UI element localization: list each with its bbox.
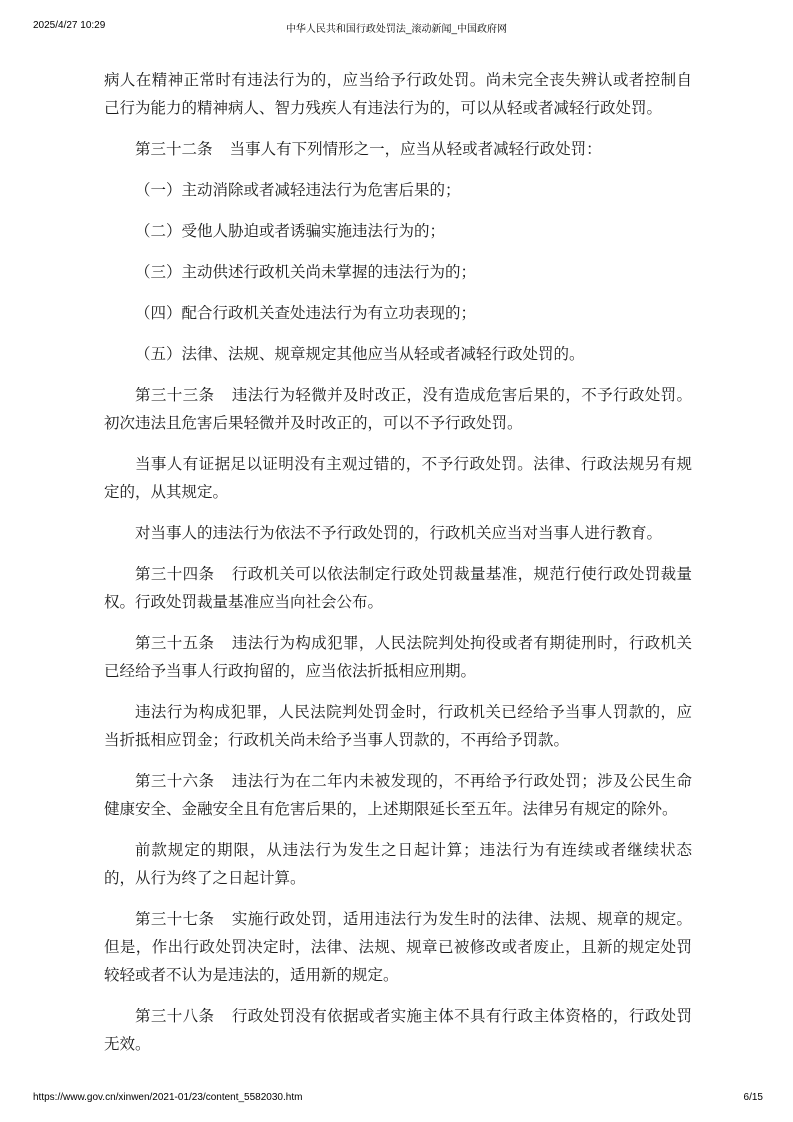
article-37 — [104, 905, 692, 989]
page-number: 6/15 — [743, 1092, 763, 1103]
article-number: 第三十四条 — [135, 565, 215, 583]
paragraph: 当事人有证据足以证明没有主观过错的，不予行政处罚。法律、行政法规另有规定的，从其规定。 — [104, 455, 692, 501]
list-item: （三）主动供述行政机关尚未掌握的违法行为的； — [135, 263, 477, 281]
article-text: 行政机关可以依法制定行政处罚裁量基准，规范行使行政处罚裁量权。行政处罚裁量基准应当向社会公布。 — [104, 565, 692, 611]
print-header — [0, 20, 793, 36]
paragraph: 对当事人的违法行为依法不予行政处罚的，行政机关应当对当事人进行教育。 — [135, 524, 663, 542]
article-number: 第三十八条 — [135, 1007, 215, 1025]
article-number: 第三十二条 — [135, 140, 213, 158]
article-number: 第三十七条 — [135, 910, 215, 928]
list-item: （四）配合行政机关查处违法行为有立功表现的； — [135, 304, 477, 322]
article-text: 违法行为构成犯罪，人民法院判处拘役或者有期徒刑时，行政机关已经给予当事人行政拘留的，应当依法折抵相应刑期。 — [104, 634, 692, 680]
article-35 — [104, 629, 692, 685]
page-url: https://www.gov.cn/xinwen/2021-01/23/content_5582030.htm — [33, 1092, 303, 1103]
article-38 — [104, 1002, 692, 1058]
article-33 — [104, 381, 692, 437]
article-32 — [104, 135, 692, 163]
print-datetime: 2025/4/27 10:29 — [33, 20, 106, 31]
article-34 — [104, 560, 692, 616]
article-text: 违法行为轻微并及时改正，没有造成危害后果的，不予行政处罚。初次违法且危害后果轻微并及时改正的，可以不予行政处罚。 — [104, 386, 692, 432]
article-number: 第三十五条 — [135, 634, 215, 652]
list-item: （二）受他人胁迫或者诱骗实施违法行为的； — [135, 222, 446, 240]
list-item: （一）主动消除或者减轻违法行为危害后果的； — [135, 181, 461, 199]
paragraph: 前款规定的期限，从违法行为发生之日起计算；违法行为有连续或者继续状态的，从行为终了之日起计算。 — [104, 841, 692, 887]
article-body — [104, 66, 692, 1071]
article-text: 行政处罚没有依据或者实施主体不具有行政主体资格的，行政处罚无效。 — [104, 1007, 692, 1053]
paragraph: 违法行为构成犯罪，人民法院判处罚金时，行政机关已经给予当事人罚款的，应当折抵相应罚金；行政机关尚未给予当事人罚款的，不再给予罚款。 — [104, 703, 692, 749]
article-number: 第三十三条 — [135, 386, 215, 404]
article-36 — [104, 767, 692, 823]
article-text: 当事人有下列情形之一，应当从轻或者减轻行政处罚： — [229, 140, 602, 158]
page-title: 中华人民共和国行政处罚法_滚动新闻_中国政府网 — [285, 24, 508, 35]
article-number: 第三十六条 — [135, 772, 215, 790]
print-footer — [0, 1092, 793, 1108]
paragraph-continued: 病人在精神正常时有违法行为的，应当给予行政处罚。尚未完全丧失辨认或者控制自己行为能力的精神病人、智力残疾人有违法行为的，可以从轻或者减轻行政处罚。 — [104, 71, 692, 117]
article-text: 违法行为在二年内未被发现的，不再给予行政处罚；涉及公民生命健康安全、金融安全且有危害后果的，上述期限延长至五年。法律另有规定的除外。 — [104, 772, 692, 818]
article-text: 实施行政处罚，适用违法行为发生时的法律、法规、规章的规定。但是，作出行政处罚决定时，法律、法规、规章已被修改或者废止，且新的规定处罚较轻或者不认为是违法的，适用新的规定。 — [104, 910, 692, 984]
list-item: （五）法律、法规、规章规定其他应当从轻或者减轻行政处罚的。 — [135, 345, 585, 363]
